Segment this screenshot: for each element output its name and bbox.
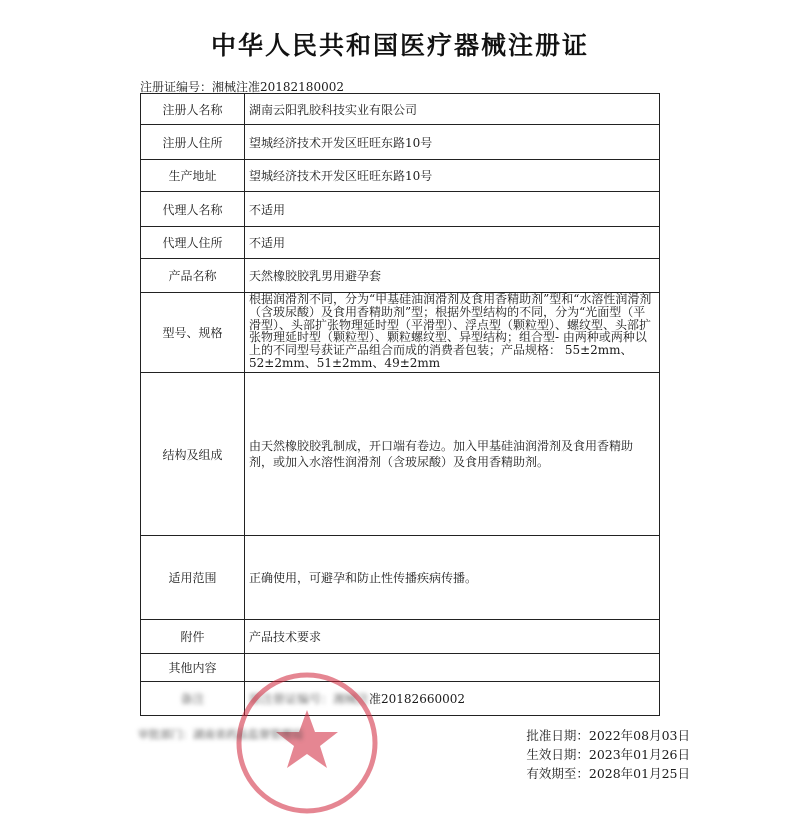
production-address-label: 生产地址 bbox=[141, 160, 245, 192]
table-row bbox=[141, 654, 660, 682]
attachment-label: 附件 bbox=[141, 620, 245, 654]
expiry-date: 有效期至：2028年01月25日 bbox=[526, 766, 690, 781]
table-row bbox=[141, 293, 660, 373]
model-spec-value: 根据润滑剂不同，分为“甲基硅油润滑剂及食用香精助剂”型和“水溶性润滑剂（含玻尿酸）及食用香精助剂”型；根据外型结构的不同，分为“光面型（平滑型）、头部扩张物理延时型（平滑型）、浮点型（颗粒型）、螺纹型、头部扩张物理延时型（颗粒型）、颗粒螺纹型、异型结构；组合型- 由两种或两种以上的不同型号获证产品组合而成的消费者包装；产品规格： 55±2mm、52±2mm、51±2mm、49±2mm bbox=[245, 293, 660, 373]
certificate-table bbox=[140, 93, 660, 716]
structure-label: 结构及组成 bbox=[141, 373, 245, 536]
structure-value: 由天然橡胶胶乳制成，开口端有卷边。加入甲基硅油润滑剂及食用香精助剂，或加入水溶性润滑剂（含玻尿酸）及食用香精助剂。 bbox=[245, 373, 660, 536]
agent-address-label: 代理人住所 bbox=[141, 227, 245, 259]
registrant-name-label: 注册人名称 bbox=[141, 94, 245, 125]
agent-address-value: 不适用 bbox=[245, 227, 660, 259]
document-title: 中华人民共和国医疗器械注册证 bbox=[210, 31, 589, 60]
table-row bbox=[141, 536, 660, 620]
remarks-number: 准20182660002 bbox=[369, 692, 465, 706]
registration-number: 注册证编号：湘械注准20182180002 bbox=[140, 80, 344, 94]
model-spec-label: 型号、规格 bbox=[141, 293, 245, 373]
issuing-authority: 审批部门：湖南省药品监督管理局 bbox=[138, 728, 303, 741]
registrant-address-label: 注册人住所 bbox=[141, 125, 245, 160]
table-row bbox=[141, 125, 660, 160]
table-row bbox=[141, 227, 660, 259]
table-row bbox=[141, 160, 660, 192]
scope-label: 适用范围 bbox=[141, 536, 245, 620]
scope-value: 正确使用，可避孕和防止性传播疾病传播。 bbox=[245, 536, 660, 620]
table-row bbox=[141, 682, 660, 716]
production-address-value: 望城经济技术开发区旺旺东路10号 bbox=[245, 160, 660, 192]
table-row bbox=[141, 94, 660, 125]
table-row bbox=[141, 620, 660, 654]
official-seal-icon bbox=[232, 668, 382, 818]
product-name-value: 天然橡胶胶乳男用避孕套 bbox=[245, 259, 660, 293]
table-row bbox=[141, 373, 660, 536]
product-name-label: 产品名称 bbox=[141, 259, 245, 293]
table-row bbox=[141, 192, 660, 227]
registrant-name-value: 湖南云阳乳胶科技实业有限公司 bbox=[245, 94, 660, 125]
remarks-blurred-text: 原注册证编号：湘械注 bbox=[249, 692, 370, 706]
attachment-value: 产品技术要求 bbox=[245, 620, 660, 654]
other-content-label: 其他内容 bbox=[141, 654, 245, 682]
agent-name-label: 代理人名称 bbox=[141, 192, 245, 227]
registrant-address-value: 望城经济技术开发区旺旺东路10号 bbox=[245, 125, 660, 160]
remarks-label: 备注 bbox=[141, 682, 245, 716]
agent-name-value: 不适用 bbox=[245, 192, 660, 227]
date-block bbox=[470, 726, 690, 783]
approval-date: 批准日期：2022年08月03日 bbox=[526, 728, 690, 743]
table-row bbox=[141, 259, 660, 293]
effective-date: 生效日期：2023年01月26日 bbox=[526, 747, 690, 762]
